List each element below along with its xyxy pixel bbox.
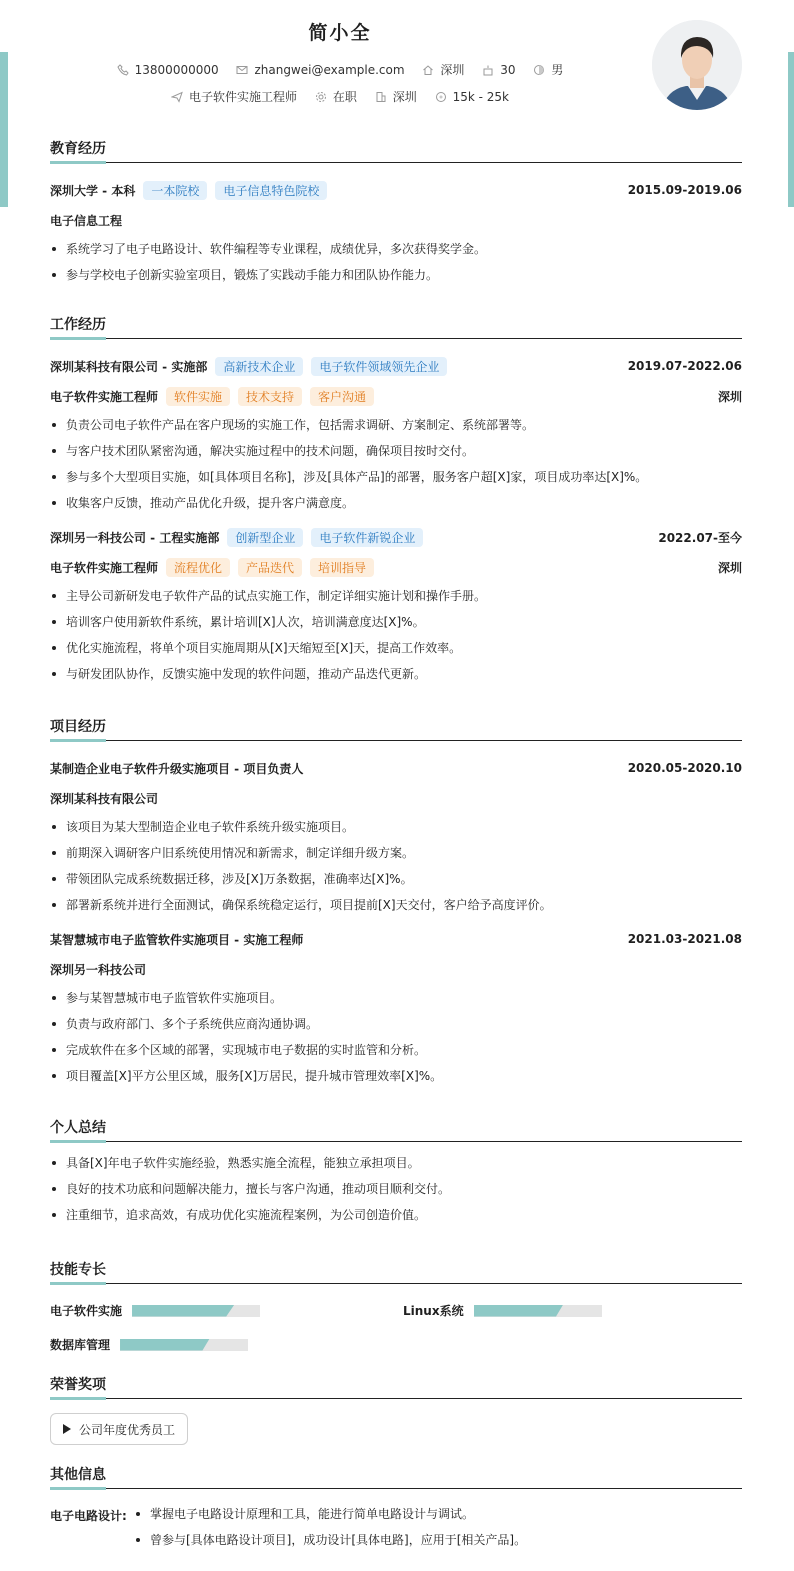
major-name: 电子信息工程 bbox=[50, 213, 123, 228]
mail-icon bbox=[236, 64, 248, 76]
other-title: 其他信息 bbox=[50, 1464, 742, 1489]
job-target-text: 电子软件实施工程师 bbox=[189, 90, 298, 104]
school-tag: 电子信息特色院校 bbox=[215, 181, 327, 200]
education-section bbox=[50, 138, 742, 288]
list-item: 系统学习了电子电路设计、软件编程等专业课程，成绩优异，多次获得奖学金。 bbox=[50, 236, 742, 262]
role-row bbox=[50, 556, 742, 578]
job-city: 深圳 bbox=[717, 560, 742, 575]
school-tag: 一本院校 bbox=[143, 181, 207, 200]
project-bullets bbox=[50, 985, 742, 1089]
skill-name: 电子软件实施 bbox=[50, 1304, 123, 1318]
role-tag: 产品迭代 bbox=[238, 558, 302, 577]
list-item: 项目覆盖[X]平方公里区域，服务[X]万居民，提升城市管理效率[X]%。 bbox=[50, 1063, 742, 1089]
list-item: 带领团队完成系统数据迁移，涉及[X]万条数据，准确率达[X]%。 bbox=[50, 866, 742, 892]
list-item: 培训客户使用新软件系统，累计培训[X]人次，培训满意度达[X]%。 bbox=[50, 609, 742, 635]
list-item: 参与学校电子创新实验室项目，锻炼了实践动手能力和团队协作能力。 bbox=[50, 262, 742, 288]
job-target-item bbox=[171, 88, 297, 105]
email-item bbox=[236, 63, 404, 77]
contact-row bbox=[0, 61, 680, 79]
list-item: 与客户技术团队紧密沟通，解决实施过程中的技术问题，确保项目按时交付。 bbox=[50, 438, 742, 464]
list-item: 曾参与[具体电路设计项目]，成功设计[具体电路]，应用于[相关产品]。 bbox=[134, 1527, 734, 1553]
company-tag: 电子软件新锐企业 bbox=[311, 528, 423, 547]
role-tag: 培训指导 bbox=[310, 558, 374, 577]
home-icon bbox=[422, 64, 434, 76]
skill-name: 数据库管理 bbox=[50, 1338, 111, 1352]
gender-text: 男 bbox=[551, 63, 564, 77]
skill-bar-fill bbox=[120, 1339, 210, 1351]
project-org-row bbox=[50, 787, 742, 809]
money-icon bbox=[435, 91, 447, 103]
project-period: 2020.05-2020.10 bbox=[627, 761, 742, 775]
projects-title: 项目经历 bbox=[50, 716, 742, 741]
award-item bbox=[50, 1413, 188, 1445]
education-title: 教育经历 bbox=[50, 138, 742, 163]
age-icon bbox=[482, 64, 494, 76]
projects-section bbox=[50, 716, 742, 1089]
awards-section bbox=[50, 1374, 742, 1399]
work-title: 工作经历 bbox=[50, 314, 742, 339]
job-header-row bbox=[50, 526, 742, 548]
role-tag: 流程优化 bbox=[166, 558, 230, 577]
gear-icon bbox=[315, 91, 327, 103]
status-item bbox=[315, 88, 357, 105]
job-header-row bbox=[50, 355, 742, 377]
location-text: 深圳 bbox=[440, 63, 465, 77]
other-label: 电子电路设计: bbox=[50, 1509, 127, 1523]
list-item: 掌握电子电路设计原理和工具，能进行简单电路设计与调试。 bbox=[134, 1501, 734, 1527]
list-item: 部署新系统并进行全面测试，确保系统稳定运行，项目提前[X]天交付，客户给予高度评价。 bbox=[50, 892, 742, 918]
target-city-text: 深圳 bbox=[392, 90, 417, 104]
age-item bbox=[482, 63, 515, 77]
list-item: 该项目为某大型制造企业电子软件系统升级实施项目。 bbox=[50, 814, 742, 840]
candidate-name: 简小全 bbox=[308, 22, 372, 44]
company-tag: 高新技术企业 bbox=[215, 357, 303, 376]
summary-title: 个人总结 bbox=[50, 1117, 742, 1142]
education-period: 2015.09-2019.06 bbox=[627, 183, 742, 197]
status-text: 在职 bbox=[332, 90, 357, 104]
list-item: 具备[X]年电子软件实施经验，熟悉实施全流程，能独立承担项目。 bbox=[50, 1150, 742, 1176]
send-icon bbox=[171, 91, 183, 103]
education-bullets bbox=[50, 236, 742, 288]
work-section bbox=[50, 314, 742, 687]
list-item: 与研发团队协作，反馈实施中发现的软件问题，推动产品迭代更新。 bbox=[50, 661, 742, 687]
salary-text: 15k - 25k bbox=[452, 89, 509, 104]
award-text: 公司年度优秀员工 bbox=[79, 1422, 176, 1437]
skill-item bbox=[403, 1302, 602, 1319]
skill-item bbox=[50, 1336, 248, 1353]
education-header-row bbox=[50, 179, 742, 201]
company-tag: 电子软件领域领先企业 bbox=[311, 357, 447, 376]
project-name: 某制造企业电子软件升级实施项目 - 项目负责人 bbox=[50, 761, 304, 776]
list-item: 主导公司新研发电子软件产品的试点实施工作，制定详细实施计划和操作手册。 bbox=[50, 583, 742, 609]
job-intent-row bbox=[0, 88, 680, 106]
skill-bar bbox=[474, 1305, 602, 1317]
summary-section bbox=[50, 1117, 742, 1228]
phone-item bbox=[117, 63, 219, 77]
email-text: zhangwei@example.com bbox=[254, 62, 405, 77]
project-header-row bbox=[50, 928, 742, 950]
role-tag: 软件实施 bbox=[166, 387, 230, 406]
list-item: 收集客户反馈，推动产品优化升级，提升客户满意度。 bbox=[50, 490, 742, 516]
role-row bbox=[50, 385, 742, 407]
project-org-row bbox=[50, 958, 742, 980]
summary-bullets bbox=[50, 1150, 742, 1228]
phone-text: 13800000000 bbox=[134, 62, 219, 77]
list-item: 良好的技术功底和问题解决能力，擅长与客户沟通，推动项目顺利交付。 bbox=[50, 1176, 742, 1202]
phone-icon bbox=[117, 64, 129, 76]
project-org: 深圳某科技有限公司 bbox=[50, 791, 159, 806]
gender-icon bbox=[533, 64, 545, 76]
list-item: 注重细节，追求高效，有成功优化实施流程案例，为公司创造价值。 bbox=[50, 1202, 742, 1228]
company-tag: 创新型企业 bbox=[227, 528, 303, 547]
job-city: 深圳 bbox=[717, 389, 742, 404]
resume-header bbox=[0, 0, 794, 135]
list-item: 优化实施流程，将单个项目实施周期从[X]天缩短至[X]天，提高工作效率。 bbox=[50, 635, 742, 661]
job-bullets bbox=[50, 412, 742, 516]
other-bullets bbox=[134, 1501, 734, 1553]
gender-item bbox=[533, 61, 563, 78]
role-name: 电子软件实施工程师 bbox=[50, 389, 159, 404]
company-name: 深圳某科技有限公司 - 实施部 bbox=[50, 359, 208, 374]
skill-name: Linux系统 bbox=[403, 1304, 464, 1318]
building-icon bbox=[375, 91, 387, 103]
salary-item bbox=[435, 90, 509, 104]
target-city-item bbox=[375, 88, 417, 105]
skill-item bbox=[50, 1302, 260, 1319]
skills-title: 技能专长 bbox=[50, 1259, 742, 1284]
list-item: 负责公司电子软件产品在客户现场的实施工作，包括需求调研、方案制定、系统部署等。 bbox=[50, 412, 742, 438]
project-period: 2021.03-2021.08 bbox=[627, 932, 742, 946]
skill-bar-fill bbox=[474, 1305, 564, 1317]
major-row bbox=[50, 209, 742, 231]
skill-bar bbox=[120, 1339, 248, 1351]
list-item: 负责与政府部门、多个子系统供应商沟通协调。 bbox=[50, 1011, 742, 1037]
awards-title: 荣誉奖项 bbox=[50, 1374, 742, 1399]
list-item: 完成软件在多个区域的部署，实现城市电子数据的实时监管和分析。 bbox=[50, 1037, 742, 1063]
location-item bbox=[422, 61, 464, 78]
project-header-row bbox=[50, 757, 742, 779]
play-icon bbox=[63, 1424, 71, 1434]
role-tag: 客户沟通 bbox=[310, 387, 374, 406]
skills-section bbox=[50, 1259, 742, 1284]
job-period: 2019.07-2022.06 bbox=[627, 359, 742, 373]
role-name: 电子软件实施工程师 bbox=[50, 560, 159, 575]
age-text: 30 bbox=[500, 62, 516, 77]
role-tag: 技术支持 bbox=[238, 387, 302, 406]
list-item: 前期深入调研客户旧系统使用情况和新需求，制定详细升级方案。 bbox=[50, 840, 742, 866]
list-item: 参与多个大型项目实施，如[具体项目名称]，涉及[具体产品]的部署，服务客户超[X]家，项目成功率达[X]%。 bbox=[50, 464, 742, 490]
avatar bbox=[652, 20, 742, 110]
project-name: 某智慧城市电子监管软件实施项目 - 实施工程师 bbox=[50, 932, 304, 947]
project-bullets bbox=[50, 814, 742, 918]
list-item: 参与某智慧城市电子监管软件实施项目。 bbox=[50, 985, 742, 1011]
project-org: 深圳另一科技公司 bbox=[50, 962, 147, 977]
school-name: 深圳大学 - 本科 bbox=[50, 183, 136, 198]
other-section bbox=[50, 1464, 742, 1489]
job-bullets bbox=[50, 583, 742, 687]
skill-bar-fill bbox=[132, 1305, 234, 1317]
company-name: 深圳另一科技公司 - 工程实施部 bbox=[50, 530, 220, 545]
job-period: 2022.07-至今 bbox=[658, 530, 742, 545]
skill-bar bbox=[132, 1305, 260, 1317]
